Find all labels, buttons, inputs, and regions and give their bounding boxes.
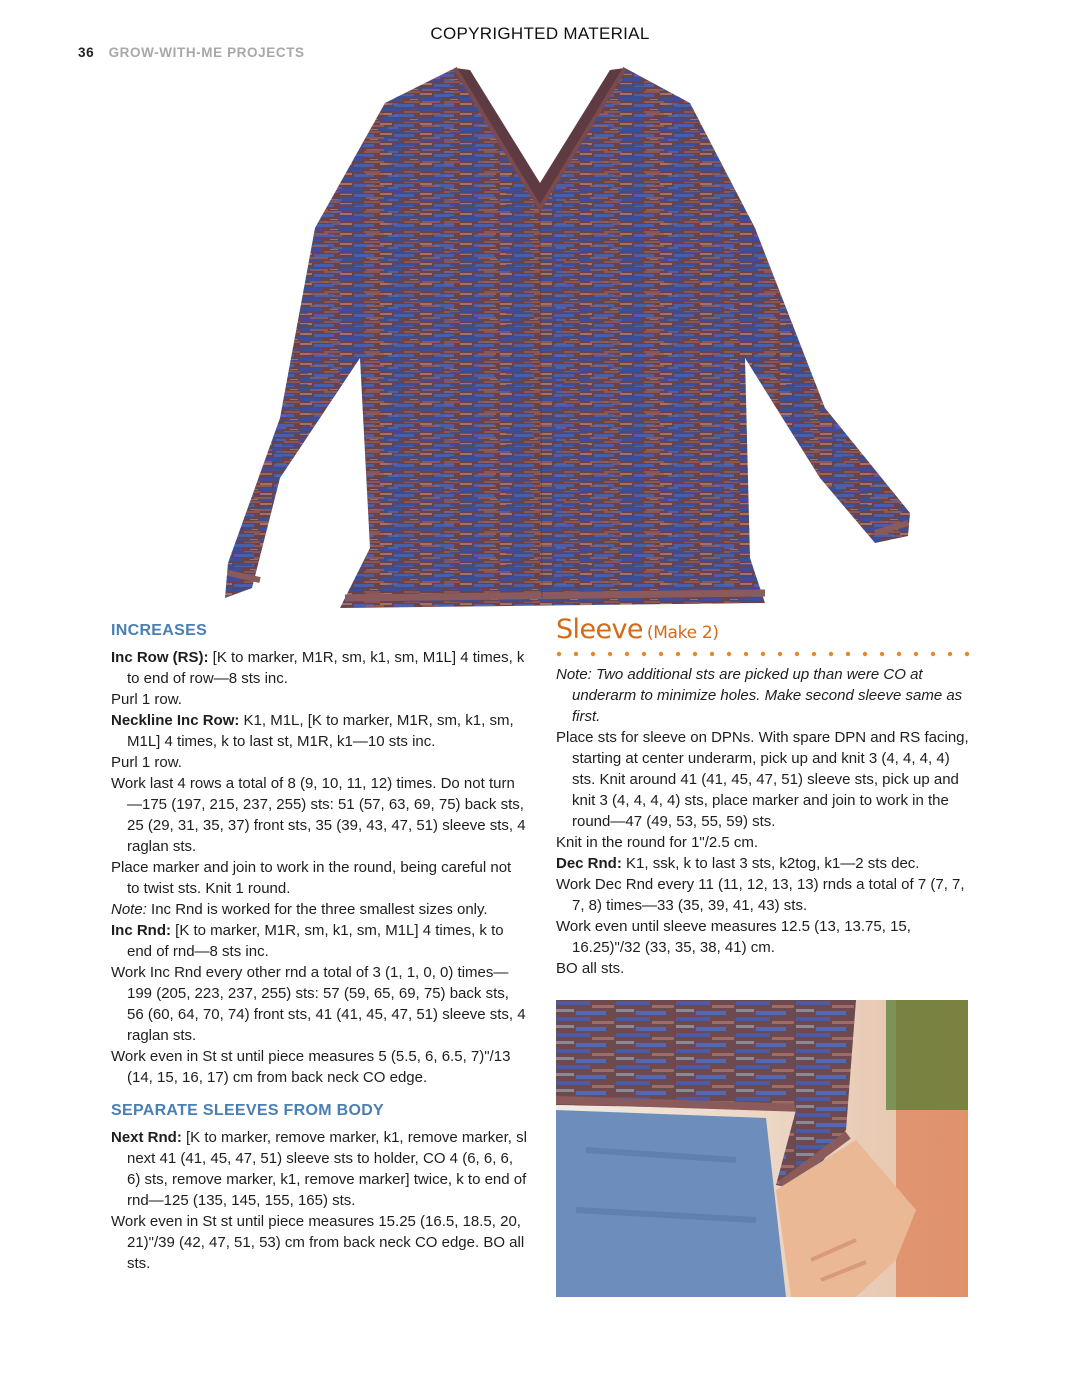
sleeve-title: Sleeve bbox=[556, 614, 643, 645]
work-last-rows: Work last 4 rows a total of 8 (9, 10, 11, 12) times. Do not turn—175 (197, 215, 237, 255) sts: 51 (57, 63, 69, 75) back sts, 25 (29, 31, 35, 37) front sts, 35 (39, 43, 47, 51) sleeve sts, 4 raglan sts. bbox=[111, 775, 526, 855]
next-rnd-text: [K to marker, remove marker, k1, remove marker, sl next 41 (41, 45, 47, 51) sleeve sts to holder, CO 4 (6, 6, 6, 6) sts, remove marker, k1, remove marker] twice, k to end of rnd—125 (135, 145, 155, 165) sts. bbox=[127, 1129, 527, 1209]
next-rnd-label: Next Rnd: bbox=[111, 1129, 182, 1146]
neckline-text: K1, M1L, [K to marker, M1R, sm, k1, sm, M1L] 4 times, k to last st, M1R, k1—10 sts inc. bbox=[127, 712, 514, 750]
place-sts-instruction: Place sts for sleeve on DPNs. With spare DPN and RS facing, starting at center underarm, pick up and knit 3 (4, 4, 4, 4) sts. Knit around 41 (41, 45, 47, 51) sleeve sts, pick up and knit 3 (4, 4, 4, 4) sts, place marker and join to work in the round—47 (49, 53, 55, 59) sts. bbox=[556, 729, 969, 830]
inc-rnd-label: Inc Rnd: bbox=[111, 922, 171, 939]
dec-rnd-label: Dec Rnd: bbox=[556, 855, 622, 872]
page-number: 36 bbox=[78, 45, 95, 60]
sweater-photo bbox=[220, 58, 920, 618]
dotted-rule bbox=[556, 650, 970, 658]
increases-heading: INCREASES bbox=[111, 622, 208, 639]
sleeve-header bbox=[556, 612, 970, 658]
dec-rnd-instruction bbox=[556, 853, 970, 874]
next-rnd-instruction bbox=[111, 1127, 527, 1211]
knit-round-instruction: Knit in the round for 1"/2.5 cm. bbox=[556, 834, 759, 851]
note-label: Note: bbox=[111, 901, 147, 918]
section-title: GROW-WITH-ME PROJECTS bbox=[108, 45, 305, 60]
right-column bbox=[556, 612, 970, 979]
bo-instruction: BO all sts. bbox=[556, 960, 625, 977]
neckline-label: Neckline Inc Row: bbox=[111, 712, 240, 729]
work-even-bo: Work even in St st until piece measures 15.25 (16.5, 18.5, 20, 21)"/39 (42, 47, 51, 53) cm from back neck CO edge. BO all sts. bbox=[111, 1213, 525, 1272]
work-inc-rnd: Work Inc Rnd every other rnd a total of 3 (1, 1, 0, 0) times—199 (205, 223, 237, 255) sts: 57 (59, 65, 69, 75) back sts, 56 (60, 64, 70, 74) front sts, 41 (41, 45, 47, 51) sleeve sts, 4 raglan sts. bbox=[111, 964, 526, 1044]
copyright-notice: COPYRIGHTED MATERIAL bbox=[430, 24, 650, 43]
inc-rnd-text: [K to marker, M1R, sm, k1, sm, M1L] 4 times, k to end of rnd—8 sts inc. bbox=[127, 922, 504, 960]
dec-rnd-text: K1, ssk, k to last 3 sts, k2tog, k1—2 sts dec. bbox=[621, 855, 920, 872]
place-marker-instruction: Place marker and join to work in the round, being careful not to twist sts. Knit 1 round. bbox=[111, 859, 512, 897]
inc-rnd-note bbox=[111, 899, 527, 920]
work-dec-instruction: Work Dec Rnd every 11 (11, 12, 13, 13) rnds a total of 7 (7, 7, 7, 8) times—33 (35, 39, 41, 43) sts. bbox=[556, 876, 965, 914]
sweater-illustration bbox=[225, 68, 910, 608]
purl-row-2: Purl 1 row. bbox=[111, 754, 182, 771]
note-text: Inc Rnd is worked for the three smallest sizes only. bbox=[146, 901, 488, 918]
purl-row-1: Purl 1 row. bbox=[111, 691, 182, 708]
inc-row-label: Inc Row (RS): bbox=[111, 649, 209, 666]
separate-sleeves-heading: SEPARATE SLEEVES FROM BODY bbox=[111, 1102, 385, 1119]
neckline-inc-instruction bbox=[111, 710, 527, 752]
inc-row-text: [K to marker, M1R, sm, k1, sm, M1L] 4 times, k to end of row—8 sts inc. bbox=[127, 649, 525, 687]
inc-row-instruction bbox=[111, 647, 527, 689]
child-sleeve-photo bbox=[556, 1000, 968, 1297]
sleeve-work-even: Work even until sleeve measures 12.5 (13, 13.75, 15, 16.25)"/32 (33, 35, 38, 41) cm. bbox=[556, 918, 911, 956]
work-even-instruction: Work even in St st until piece measures 5 (5.5, 6, 6.5, 7)"/13 (14, 15, 16, 17) cm from back neck CO edge. bbox=[111, 1048, 511, 1086]
left-column bbox=[111, 620, 527, 1274]
sleeve-note: Note: Two additional sts are picked up than were CO at underarm to minimize holes. Make second sleeve same as first. bbox=[556, 666, 963, 725]
inc-rnd-instruction bbox=[111, 920, 527, 962]
sleeve-subtitle: (Make 2) bbox=[646, 623, 719, 643]
